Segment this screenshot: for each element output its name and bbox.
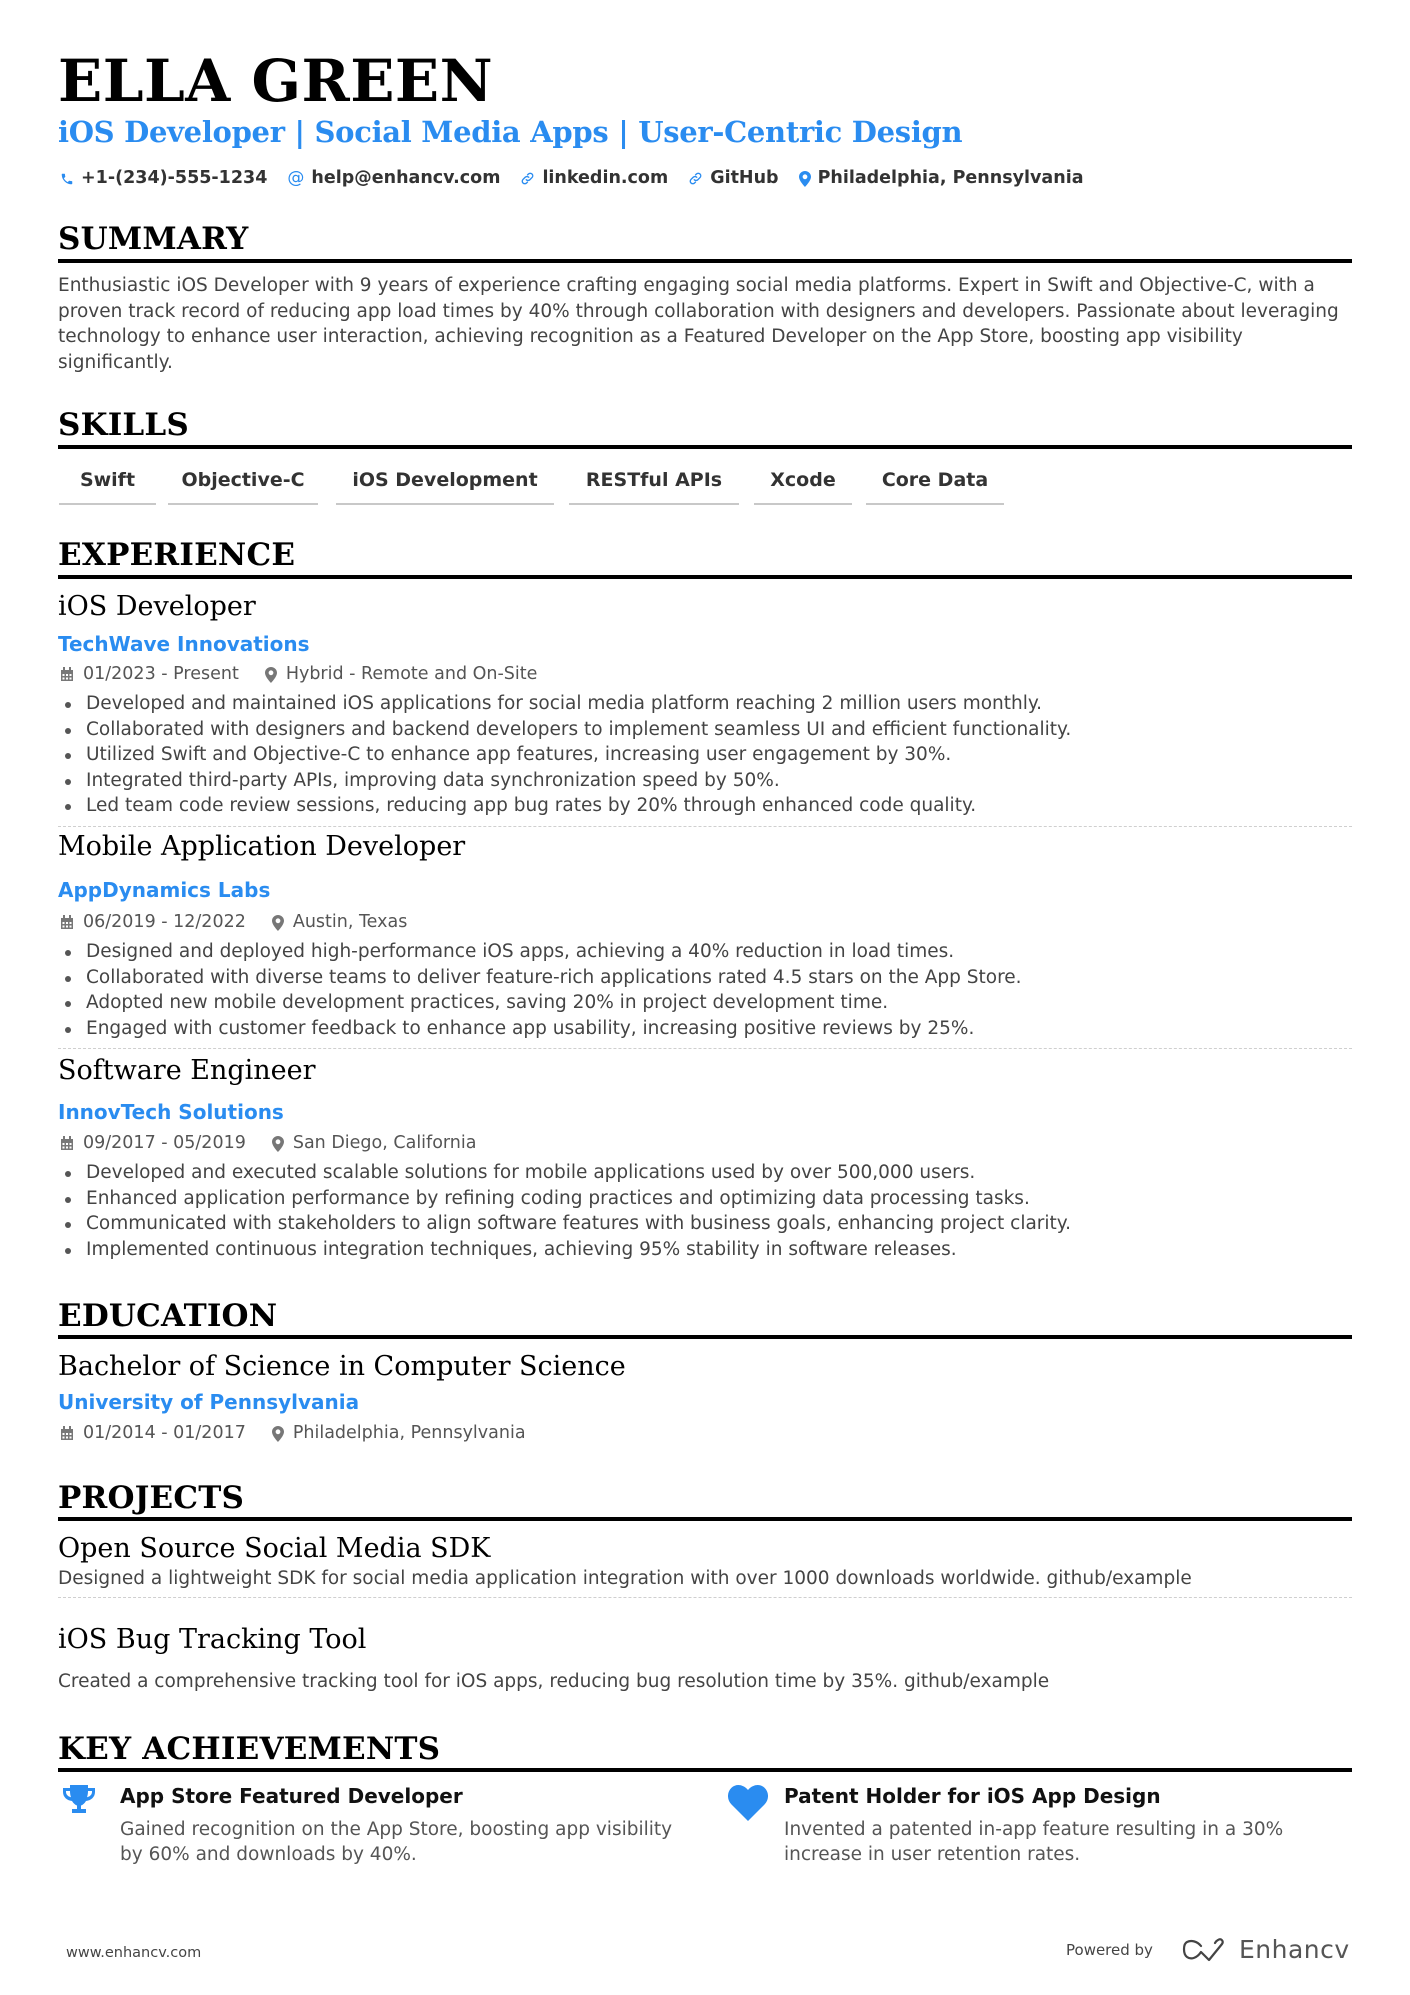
- contact-row: [60, 170, 1104, 188]
- job-title: Mobile Application Developer: [58, 831, 466, 862]
- education-location: Philadelphia, Pennsylvania: [292, 1423, 526, 1443]
- calendar-icon: [60, 1136, 74, 1151]
- candidate-name: ELLA GREEN: [58, 47, 494, 115]
- contact-email[interactable]: @ help@enhancv.com: [287, 168, 501, 189]
- job-location: San Diego, California: [292, 1133, 477, 1153]
- section-title-education: EDUCATION: [58, 1298, 278, 1334]
- calendar-icon: [60, 1426, 74, 1441]
- skill-tag: RESTful APIs: [569, 467, 739, 505]
- skill-tag: Xcode: [754, 467, 852, 505]
- section-divider: [58, 1517, 1352, 1521]
- bullet-item: Communicated with stakeholders to align software features with business goals, enhancing project clarity.: [62, 1211, 1071, 1237]
- achievement-description: Invented a patented in-app feature resulting in a 30% increase in user retention rates.: [784, 1819, 1284, 1865]
- achievement-title: App Store Featured Developer: [120, 1784, 463, 1808]
- job-meta: [60, 1135, 502, 1153]
- bullet-item: Integrated third-party APIs, improving data synchronization speed by 50%.: [62, 768, 1071, 794]
- project-description: Designed a lightweight SDK for social media application integration with over 1000 downloads worldwide. github/example: [58, 1568, 1192, 1589]
- skill-tag: Core Data: [866, 467, 1004, 505]
- contact-location: Philadelphia, Pennsylvania: [799, 170, 1084, 188]
- achievement-title: Patent Holder for iOS App Design: [784, 1784, 1161, 1808]
- contact-phone[interactable]: +1-(234)-555-1234: [60, 170, 267, 188]
- company-name[interactable]: AppDynamics Labs: [58, 878, 271, 902]
- entry-divider: [58, 826, 1352, 827]
- calendar-icon: [60, 915, 74, 930]
- job-meta: [60, 914, 433, 932]
- footer-website[interactable]: www.enhancv.com: [66, 1945, 202, 1961]
- section-divider: [58, 1768, 1352, 1772]
- project-title: Open Source Social Media SDK: [58, 1533, 491, 1564]
- job-bullets: [62, 691, 1071, 819]
- job-location: Austin, Texas: [292, 912, 408, 932]
- location-pin-icon: [265, 667, 277, 683]
- degree-title: Bachelor of Science in Computer Science: [58, 1351, 626, 1382]
- link-icon: [688, 171, 703, 186]
- job-title: Software Engineer: [58, 1055, 316, 1086]
- skill-tag: Swift: [59, 467, 156, 505]
- heart-icon: [728, 1785, 768, 1825]
- section-title-summary: SUMMARY: [58, 221, 249, 257]
- school-name[interactable]: University of Pennsylvania: [58, 1390, 360, 1414]
- bullet-item: Enhanced application performance by refining coding practices and optimizing data processing tasks.: [62, 1186, 1071, 1212]
- bullet-item: Designed and deployed high-performance iOS apps, achieving a 40% reduction in load times.: [62, 939, 1022, 965]
- powered-by[interactable]: [1066, 1935, 1350, 1964]
- company-name[interactable]: InnovTech Solutions: [58, 1100, 284, 1124]
- company-name[interactable]: TechWave Innovations: [58, 632, 310, 656]
- section-title-experience: EXPERIENCE: [58, 537, 296, 573]
- job-dates: 09/2017 - 05/2019: [83, 1133, 246, 1153]
- education-dates: 01/2014 - 01/2017: [83, 1423, 246, 1443]
- bullet-item: Collaborated with designers and backend developers to implement seamless UI and efficient functionality.: [62, 717, 1071, 743]
- location-pin-icon: [272, 1136, 284, 1152]
- section-divider: [58, 575, 1352, 579]
- achievement-description: Gained recognition on the App Store, boosting app visibility by 60% and downloads by 40%.: [120, 1819, 673, 1865]
- bullet-item: Utilized Swift and Objective-C to enhance app features, increasing user engagement by 30%.: [62, 742, 1071, 768]
- education-meta: [60, 1425, 552, 1443]
- at-icon: @: [287, 168, 305, 189]
- skill-tag: Objective-C: [168, 467, 318, 505]
- job-location: Hybrid - Remote and On-Site: [285, 664, 538, 684]
- section-title-skills: SKILLS: [58, 407, 190, 443]
- bullet-item: Developed and executed scalable solutions for mobile applications used by over 500,000 users.: [62, 1160, 1071, 1186]
- project-description: Created a comprehensive tracking tool for iOS apps, reducing bug resolution time by 35%. github/example: [58, 1671, 1050, 1692]
- calendar-icon: [60, 667, 74, 682]
- bullet-item: Collaborated with diverse teams to deliver feature-rich applications rated 4.5 stars on the App Store.: [62, 965, 1022, 991]
- location-pin-icon: [799, 171, 811, 187]
- project-title: iOS Bug Tracking Tool: [58, 1624, 367, 1655]
- candidate-headline: iOS Developer | Social Media Apps | User-Centric Design: [58, 115, 963, 149]
- section-divider: [58, 1335, 1352, 1339]
- bullet-item: Led team code review sessions, reducing app bug rates by 20% through enhanced code quality.: [62, 793, 1071, 819]
- bullet-item: Developed and maintained iOS applications for social media platform reaching 2 million users monthly.: [62, 691, 1071, 717]
- trophy-icon: [62, 1785, 96, 1819]
- job-dates: 01/2023 - Present: [83, 664, 239, 684]
- section-title-projects: PROJECTS: [58, 1480, 245, 1516]
- entry-divider: [58, 1048, 1352, 1049]
- entry-divider: [58, 1597, 1352, 1598]
- job-bullets: [62, 1160, 1071, 1262]
- job-dates: 06/2019 - 12/2022: [83, 912, 246, 932]
- bullet-item: Engaged with customer feedback to enhance app usability, increasing positive reviews by 25%.: [62, 1016, 1022, 1042]
- section-title-achievements: KEY ACHIEVEMENTS: [58, 1731, 441, 1767]
- bullet-item: Implemented continuous integration techniques, achieving 95% stability in software releases.: [62, 1237, 1071, 1263]
- contact-github[interactable]: GitHub: [688, 170, 778, 188]
- phone-icon: [60, 172, 74, 186]
- summary-text: Enthusiastic iOS Developer with 9 years of experience crafting engaging social media platforms. Expert in Swift and Objective-C, with a proven track record of reducing app load times by 40% through collaboration with designers and developers. Passionate about leveraging technology to enhance user interaction, achieving recognition as a Featured Developer on the App Store, boosting app visibility significantly.: [58, 275, 1339, 373]
- section-divider: [58, 445, 1352, 449]
- section-divider: [58, 259, 1352, 263]
- job-meta: [60, 666, 563, 684]
- location-pin-icon: [272, 915, 284, 931]
- job-title: iOS Developer: [58, 591, 256, 622]
- link-icon: [520, 171, 535, 186]
- location-pin-icon: [272, 1426, 284, 1442]
- bullet-item: Adopted new mobile development practices, saving 20% in project development time.: [62, 990, 1022, 1016]
- enhancv-brand: Enhancv: [1238, 1935, 1350, 1964]
- job-bullets: [62, 939, 1022, 1041]
- powered-by-label: Powered by: [1066, 1940, 1153, 1959]
- skill-tag: iOS Development: [336, 467, 554, 505]
- contact-linkedin[interactable]: linkedin.com: [520, 170, 668, 188]
- enhancv-logo-icon: [1181, 1938, 1229, 1962]
